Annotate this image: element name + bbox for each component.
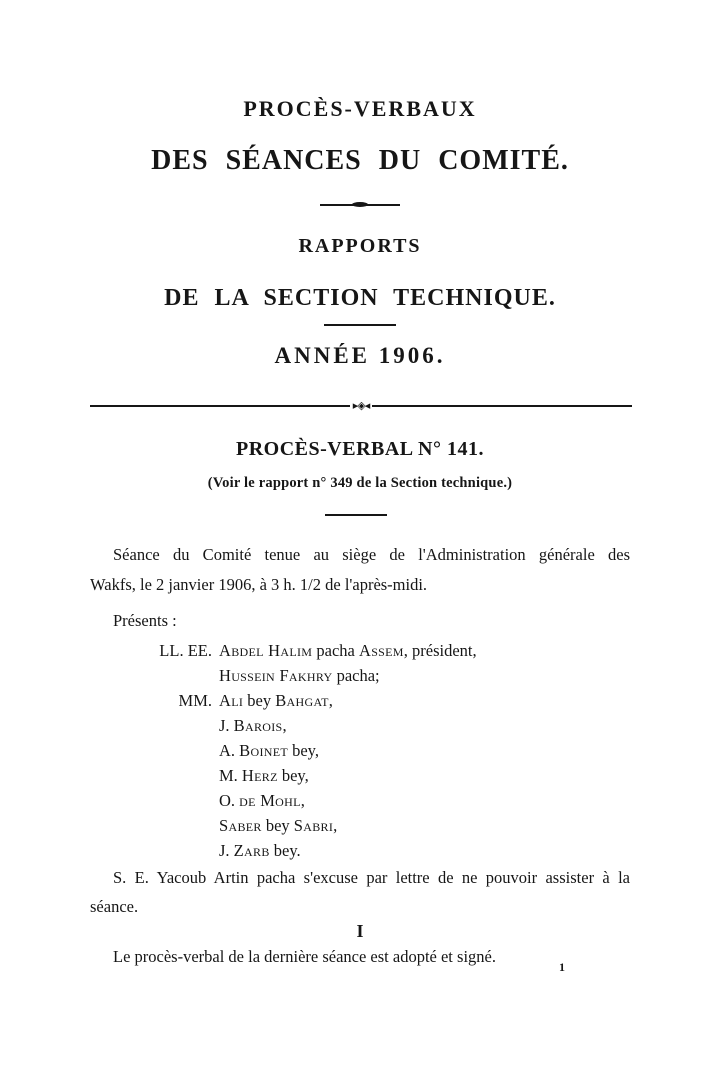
diamond-icon: ◈: [357, 399, 365, 412]
attendee-honorific: [90, 663, 212, 688]
name-smallcaps-segment: Sabri: [293, 815, 334, 835]
attendee-name: [212, 838, 301, 863]
name-plain-segment: , président,: [403, 640, 477, 660]
rule-segment-right: [372, 405, 632, 407]
attendee-honorific: LL. EE.: [159, 640, 212, 660]
short-rule-2: [325, 514, 387, 516]
text-line: Wakfs, le 2 janvier 1906, à 3 h. 1/2 de l'après-midi.: [90, 574, 428, 594]
name-smallcaps-segment: Barois: [233, 715, 283, 735]
small-divider-ornament: [320, 202, 400, 207]
attendee-honorific: [90, 713, 212, 738]
attendee-name: [212, 688, 333, 713]
name-smallcaps-segment: Abdel Halim: [219, 640, 313, 660]
report-reference: (Voir le rapport n° 349 de la Section technique.): [207, 475, 513, 491]
attendee-row: [90, 738, 630, 763]
name-plain-segment: ,: [328, 690, 333, 710]
name-smallcaps-segment: de Mohl: [239, 790, 301, 810]
text-line: séance.: [90, 896, 139, 916]
name-plain-segment: bey.: [269, 840, 301, 860]
name-smallcaps-segment: Herz: [241, 765, 278, 785]
excuse-paragraph: [90, 863, 630, 921]
attendee-name: [212, 638, 477, 663]
year-heading: ANNÉE 1906.: [274, 343, 446, 368]
signature-mark: 1: [559, 960, 565, 974]
name-plain-segment: M.: [219, 765, 242, 785]
name-plain-segment: pacha: [312, 640, 359, 660]
text-line: S. E. Yacoub Artin pacha s'excuse par lettre de ne pouvoir assister à la: [113, 867, 630, 887]
name-plain-segment: ,: [333, 815, 338, 835]
attendee-name: [212, 813, 337, 838]
short-rule: [324, 324, 396, 326]
opening-paragraph: [90, 540, 630, 600]
arrow-left-icon: ◂: [364, 399, 370, 412]
name-plain-segment: bey: [261, 815, 294, 835]
section-heading: DE LA SECTION TECHNIQUE.: [164, 285, 556, 311]
arrow-right-icon: ▸: [352, 399, 358, 412]
attendee-list: [90, 638, 630, 863]
attendee-honorific: [90, 738, 212, 763]
name-plain-segment: A.: [219, 740, 240, 760]
item-numeral: I: [356, 920, 364, 941]
name-smallcaps-segment: Ali: [219, 690, 244, 710]
name-smallcaps-segment: Saber: [219, 815, 262, 835]
attendee-row: [90, 788, 630, 813]
attendee-row: [90, 638, 630, 663]
attendee-name: [212, 788, 305, 813]
attendee-row: [90, 713, 630, 738]
name-plain-segment: bey,: [277, 765, 309, 785]
attendee-honorific: [90, 813, 212, 838]
rule-center-ornament-icon: [350, 401, 373, 412]
text-line: Séance du Comité tenue au siège de l'Administration générale des: [113, 544, 630, 564]
presents-label: Présents :: [113, 610, 177, 630]
attendee-honorific: MM.: [178, 690, 212, 710]
name-plain-segment: bey: [243, 690, 276, 710]
name-plain-segment: ,: [300, 790, 305, 810]
name-plain-segment: ,: [282, 715, 287, 735]
page-title: PROCÈS-VERBAUX: [243, 96, 477, 121]
attendee-row: [90, 663, 630, 688]
attendee-row: [90, 688, 630, 713]
attendee-name: [212, 663, 380, 688]
rapports-heading: RAPPORTS: [298, 235, 422, 257]
attendee-honorific: [90, 788, 212, 813]
attendee-row: [90, 838, 630, 863]
attendee-name: [212, 738, 319, 763]
attendee-name: [212, 763, 309, 788]
name-smallcaps-segment: Boinet: [239, 740, 288, 760]
name-smallcaps-segment: Bahgat: [275, 690, 329, 710]
closing-paragraph: Le procès-verbal de la dernière séance est adopté et signé.: [113, 946, 496, 966]
proces-verbal-heading: PROCÈS-VERBAL N° 141.: [236, 438, 484, 460]
name-plain-segment: O.: [219, 790, 240, 810]
name-plain-segment: pacha;: [332, 665, 380, 685]
name-smallcaps-segment: Zarb: [233, 840, 270, 860]
attendee-honorific: [90, 763, 212, 788]
attendee-honorific: [90, 838, 212, 863]
rule-segment-left: [90, 405, 350, 407]
name-plain-segment: J.: [219, 840, 234, 860]
attendee-name: [212, 713, 287, 738]
name-smallcaps-segment: Assem: [358, 640, 404, 660]
attendee-row: [90, 813, 630, 838]
page-subtitle: DES SÉANCES DU COMITÉ.: [151, 145, 569, 176]
name-smallcaps-segment: Hussein Fakhry: [219, 665, 333, 685]
name-plain-segment: bey,: [287, 740, 319, 760]
name-plain-segment: J.: [219, 715, 234, 735]
divider-blob: [352, 202, 368, 207]
attendee-row: [90, 763, 630, 788]
ornamental-rule: [90, 400, 632, 412]
